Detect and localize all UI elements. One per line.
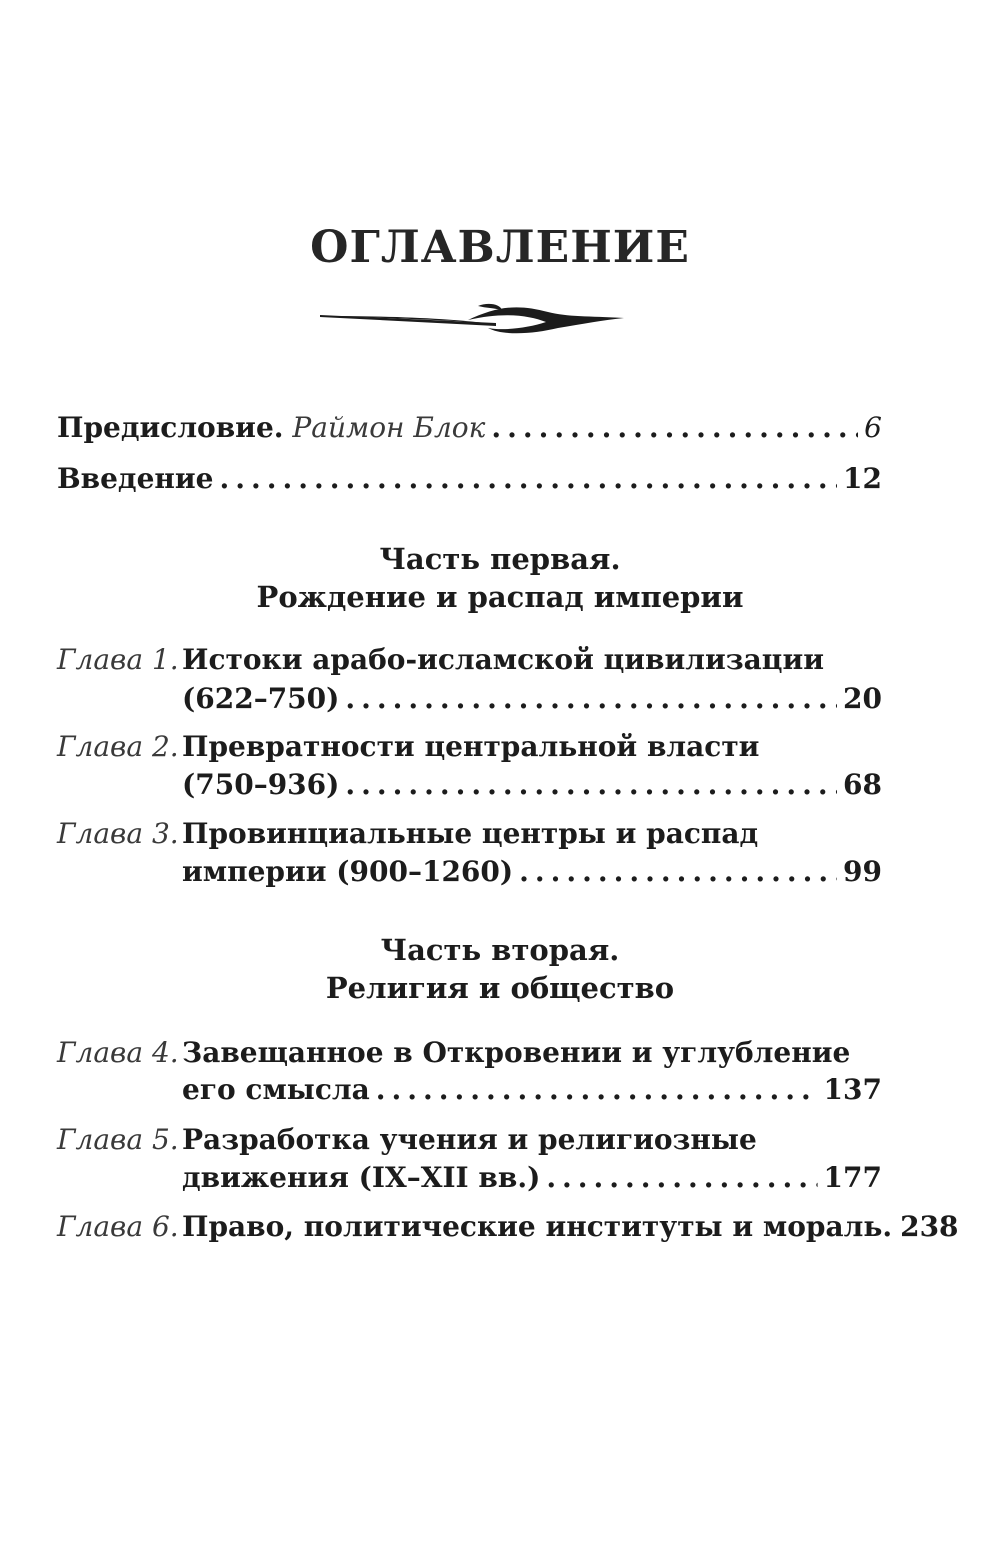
chapter-label: Глава 4. bbox=[57, 1036, 179, 1069]
chapter-label: Глава 5. bbox=[57, 1123, 179, 1156]
toc-entry-chapter-4[interactable] bbox=[57, 1032, 882, 1074]
part-heading bbox=[0, 540, 1000, 616]
chapter-label: Глава 2. bbox=[57, 730, 179, 763]
toc-entry-chapter-3-cont[interactable] bbox=[182, 851, 882, 893]
dot-leader bbox=[345, 764, 837, 806]
toc-entry-chapter-2[interactable] bbox=[57, 726, 882, 768]
chapter-title-cont: империи (900–1260) bbox=[182, 855, 514, 888]
chapter-title: Право, политические институты и мораль. bbox=[182, 1210, 893, 1243]
chapter-title-cont: движения (IX–XII вв.) bbox=[182, 1161, 541, 1194]
dot-leader bbox=[519, 851, 837, 893]
toc-entry-chapter-2-cont[interactable] bbox=[182, 764, 882, 806]
chapter-title: Провинциальные центры и распад bbox=[182, 817, 759, 850]
chapter-label: Глава 6. bbox=[57, 1210, 179, 1243]
entry-label: Предисловие. bbox=[57, 411, 284, 444]
chapter-title-cont: (622–750) bbox=[182, 682, 340, 715]
chapter-title: Разработка учения и религиозные bbox=[182, 1123, 757, 1156]
chapter-title: Превратности центральной власти bbox=[182, 730, 760, 763]
page-number: 6 bbox=[864, 411, 882, 444]
part-number: Часть первая. bbox=[379, 542, 621, 576]
dot-leader bbox=[345, 678, 837, 720]
toc-entry-chapter-4-cont[interactable] bbox=[182, 1069, 882, 1111]
toc-entry-chapter-5-cont[interactable] bbox=[182, 1157, 882, 1199]
page-number: 12 bbox=[843, 462, 882, 495]
entry-author: Раймон Блок bbox=[292, 411, 486, 444]
dot-leader bbox=[546, 1157, 817, 1199]
toc-entry-preface[interactable] bbox=[57, 407, 882, 449]
page-number: 238 bbox=[900, 1210, 959, 1243]
ornament-swash-icon bbox=[318, 298, 628, 344]
toc-entry-chapter-1[interactable] bbox=[57, 639, 882, 681]
chapter-title: Истоки арабо-исламской цивилизации bbox=[182, 643, 825, 676]
part-number: Часть вторая. bbox=[380, 933, 620, 967]
dot-leader bbox=[220, 458, 838, 500]
chapter-label: Глава 3. bbox=[57, 817, 179, 850]
dot-leader bbox=[491, 407, 858, 449]
dot-leader bbox=[376, 1069, 818, 1111]
chapter-title-cont: (750–936) bbox=[182, 768, 340, 801]
entry-label: Введение bbox=[57, 462, 214, 495]
chapter-title-cont: его смысла bbox=[182, 1073, 370, 1106]
toc-entry-chapter-1-cont[interactable] bbox=[182, 678, 882, 720]
part-title: Рождение и распад империи bbox=[256, 580, 744, 614]
toc-entry-chapter-3[interactable] bbox=[57, 813, 882, 855]
toc-entry-chapter-5[interactable] bbox=[57, 1119, 882, 1161]
part-heading bbox=[0, 931, 1000, 1007]
page-number: 99 bbox=[843, 855, 882, 888]
toc-entry-chapter-6[interactable] bbox=[57, 1206, 959, 1248]
page-number: 137 bbox=[823, 1073, 882, 1106]
chapter-label: Глава 1. bbox=[57, 643, 179, 676]
page-number: 177 bbox=[823, 1161, 882, 1194]
toc-entry-introduction[interactable] bbox=[57, 458, 882, 500]
chapter-title: Завещанное в Откровении и углубление bbox=[182, 1036, 851, 1069]
page-number: 68 bbox=[843, 768, 882, 801]
page-title: ОГЛАВЛЕНИЕ bbox=[310, 222, 690, 273]
page-number: 20 bbox=[843, 682, 882, 715]
part-title: Религия и общество bbox=[325, 971, 675, 1005]
